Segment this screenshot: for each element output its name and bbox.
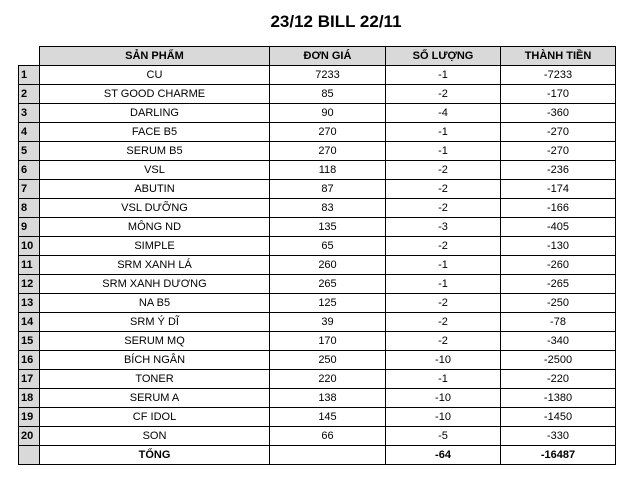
product-name: SERUM A xyxy=(40,389,270,408)
unit-price: 87 xyxy=(270,180,386,199)
product-name: CF IDOL xyxy=(40,408,270,427)
unit-price: 145 xyxy=(270,408,386,427)
quantity: -2 xyxy=(386,313,501,332)
product-name: ST GOOD CHARME xyxy=(40,85,270,104)
product-name: FACE B5 xyxy=(40,123,270,142)
unit-price: 83 xyxy=(270,199,386,218)
product-name: SON xyxy=(40,427,270,446)
product-name: NA B5 xyxy=(40,294,270,313)
product-name: ABUTIN xyxy=(40,180,270,199)
total-amount: -16487 xyxy=(501,446,616,465)
quantity: -2 xyxy=(386,294,501,313)
unit-price: 7233 xyxy=(270,66,386,85)
unit-price: 90 xyxy=(270,104,386,123)
table-row xyxy=(19,180,616,199)
product-name: VSL xyxy=(40,161,270,180)
table-row xyxy=(19,142,616,161)
row-index: 16 xyxy=(19,351,40,370)
line-total: -265 xyxy=(501,275,616,294)
unit-price: 250 xyxy=(270,351,386,370)
unit-price: 65 xyxy=(270,237,386,256)
row-index: 19 xyxy=(19,408,40,427)
product-name: SERUM MQ xyxy=(40,332,270,351)
line-total: -1450 xyxy=(501,408,616,427)
row-index: 6 xyxy=(19,161,40,180)
row-index: 4 xyxy=(19,123,40,142)
row-index: 17 xyxy=(19,370,40,389)
product-name: SERUM B5 xyxy=(40,142,270,161)
unit-price: 260 xyxy=(270,256,386,275)
table-row xyxy=(19,66,616,85)
table-row xyxy=(19,237,616,256)
row-index: 7 xyxy=(19,180,40,199)
line-total: -270 xyxy=(501,142,616,161)
table-row xyxy=(19,199,616,218)
product-name: SRM XANH LÁ xyxy=(40,256,270,275)
product-name: DARLING xyxy=(40,104,270,123)
row-index: 10 xyxy=(19,237,40,256)
table-row xyxy=(19,389,616,408)
product-name: CU xyxy=(40,66,270,85)
table-row xyxy=(19,275,616,294)
quantity: -2 xyxy=(386,85,501,104)
row-index: 2 xyxy=(19,85,40,104)
quantity: -1 xyxy=(386,275,501,294)
quantity: -1 xyxy=(386,66,501,85)
row-index: 11 xyxy=(19,256,40,275)
product-name: TONER xyxy=(40,370,270,389)
quantity: -10 xyxy=(386,408,501,427)
quantity: -2 xyxy=(386,237,501,256)
row-index: 5 xyxy=(19,142,40,161)
line-total: -360 xyxy=(501,104,616,123)
row-index: 13 xyxy=(19,294,40,313)
row-index: 8 xyxy=(19,199,40,218)
quantity: -2 xyxy=(386,180,501,199)
unit-price: 39 xyxy=(270,313,386,332)
line-total: -260 xyxy=(501,256,616,275)
line-total: -236 xyxy=(501,161,616,180)
quantity: -1 xyxy=(386,142,501,161)
unit-price: 170 xyxy=(270,332,386,351)
table-row xyxy=(19,161,616,180)
unit-price: 118 xyxy=(270,161,386,180)
unit-price: 138 xyxy=(270,389,386,408)
unit-price: 270 xyxy=(270,123,386,142)
line-total: -330 xyxy=(501,427,616,446)
unit-price: 66 xyxy=(270,427,386,446)
table-row xyxy=(19,313,616,332)
product-name: SRM XANH DƯƠNG xyxy=(40,275,270,294)
unit-price: 135 xyxy=(270,218,386,237)
line-total: -7233 xyxy=(501,66,616,85)
quantity: -1 xyxy=(386,123,501,142)
header-row xyxy=(19,47,616,66)
quantity: -1 xyxy=(386,256,501,275)
header-product: SẢN PHẨM xyxy=(40,47,270,66)
product-name: VSL DƯỠNG xyxy=(40,199,270,218)
row-index: 3 xyxy=(19,104,40,123)
row-index: 1 xyxy=(19,66,40,85)
unit-price: 265 xyxy=(270,275,386,294)
unit-price: 125 xyxy=(270,294,386,313)
row-index: 9 xyxy=(19,218,40,237)
line-total: -78 xyxy=(501,313,616,332)
product-name: BÍCH NGÂN xyxy=(40,351,270,370)
table-row xyxy=(19,332,616,351)
line-total: -270 xyxy=(501,123,616,142)
table-row xyxy=(19,408,616,427)
quantity: -10 xyxy=(386,389,501,408)
row-index: 15 xyxy=(19,332,40,351)
unit-price: 270 xyxy=(270,142,386,161)
line-total: -405 xyxy=(501,218,616,237)
table-row xyxy=(19,294,616,313)
page-title: 23/12 BILL 22/11 xyxy=(270,12,402,31)
row-index: 18 xyxy=(19,389,40,408)
table-body xyxy=(19,66,616,446)
table-row xyxy=(19,104,616,123)
total-index-cell xyxy=(19,446,40,465)
line-total: -174 xyxy=(501,180,616,199)
header-price: ĐƠN GIÁ xyxy=(270,47,386,66)
quantity: -2 xyxy=(386,161,501,180)
row-index: 14 xyxy=(19,313,40,332)
unit-price: 220 xyxy=(270,370,386,389)
table-row xyxy=(19,218,616,237)
header-total: THÀNH TIỀN xyxy=(501,47,616,66)
header-corner xyxy=(19,47,40,66)
quantity: -2 xyxy=(386,332,501,351)
line-total: -166 xyxy=(501,199,616,218)
product-name: MÔNG ND xyxy=(40,218,270,237)
table-row xyxy=(19,351,616,370)
product-name: SRM Ý DĨ xyxy=(40,313,270,332)
header-quantity: SỐ LƯỢNG xyxy=(386,47,501,66)
line-total: -170 xyxy=(501,85,616,104)
total-label: TỔNG xyxy=(40,446,270,465)
row-index: 12 xyxy=(19,275,40,294)
line-total: -340 xyxy=(501,332,616,351)
quantity: -1 xyxy=(386,370,501,389)
line-total: -130 xyxy=(501,237,616,256)
unit-price: 85 xyxy=(270,85,386,104)
line-total: -250 xyxy=(501,294,616,313)
total-row xyxy=(19,446,616,465)
table-row xyxy=(19,427,616,446)
total-price-cell xyxy=(270,446,386,465)
table-row xyxy=(19,123,616,142)
quantity: -4 xyxy=(386,104,501,123)
total-quantity: -64 xyxy=(386,446,501,465)
table-row xyxy=(19,85,616,104)
row-index: 20 xyxy=(19,427,40,446)
line-total: -1380 xyxy=(501,389,616,408)
product-name: SIMPLE xyxy=(40,237,270,256)
table-row xyxy=(19,256,616,275)
quantity: -3 xyxy=(386,218,501,237)
line-total: -220 xyxy=(501,370,616,389)
quantity: -2 xyxy=(386,199,501,218)
line-total: -2500 xyxy=(501,351,616,370)
quantity: -5 xyxy=(386,427,501,446)
quantity: -10 xyxy=(386,351,501,370)
bill-table xyxy=(18,46,616,465)
table-row xyxy=(19,370,616,389)
